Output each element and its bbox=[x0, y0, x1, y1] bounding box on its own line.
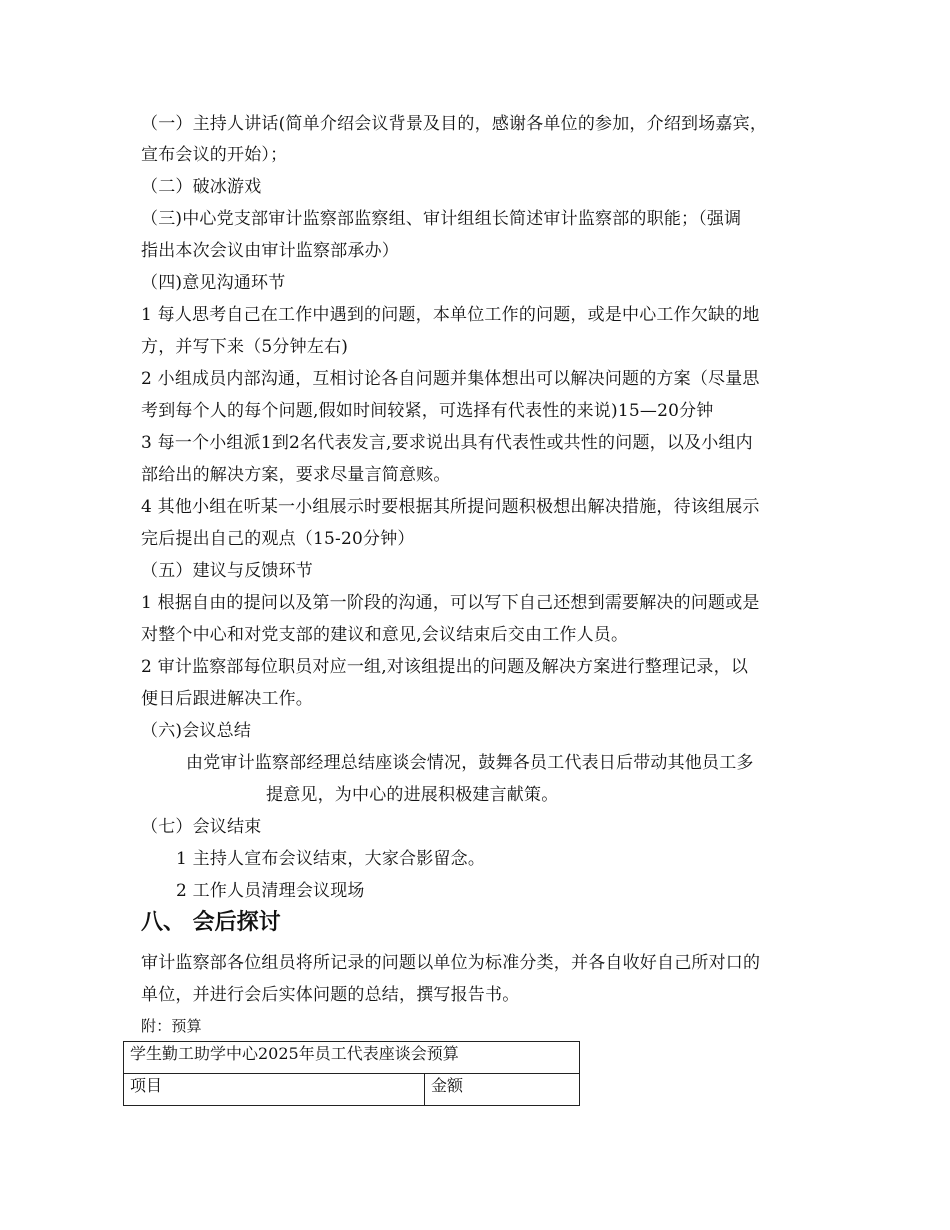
agenda-item-4-step-4-line-1: 4 其他小组在听某一小组展示时要根据其所提问题积极想出解决措施，待该组展示 bbox=[141, 497, 760, 517]
agenda-item-5-step-2-line-2: 便日后跟进解决工作。 bbox=[141, 689, 313, 709]
agenda-item-4-title: （四)意见沟通环节 bbox=[141, 273, 286, 293]
agenda-item-4-step-2-line-1: 2 小组成员内部沟通，互相讨论各自问题并集体想出可以解决问题的方案（尽量思 bbox=[141, 369, 760, 389]
agenda-item-2: （二）破冰游戏 bbox=[141, 177, 262, 197]
section-8-body-line-2: 单位，并进行会后实体问题的总结，撰写报告书。 bbox=[141, 985, 520, 1005]
budget-column-amount: 金额 bbox=[425, 1074, 580, 1106]
budget-table-header-row bbox=[124, 1074, 580, 1106]
agenda-item-5-step-1-line-2: 对整个中心和对党支部的建议和意见,会议结束后交由工作人员。 bbox=[141, 625, 629, 645]
agenda-item-5-step-2-line-1: 2 审计监察部每位职员对应一组,对该组提出的问题及解决方案进行整理记录，以 bbox=[141, 657, 749, 677]
agenda-item-4-step-2-line-2: 考到每个人的每个问题,假如时间较紧，可选择有代表性的来说)15—20分钟 bbox=[141, 401, 714, 421]
agenda-item-5-step-1-line-1: 1 根据自由的提问以及第一阶段的沟通，可以写下自己还想到需要解决的问题或是 bbox=[141, 593, 760, 613]
agenda-item-6-title: （六)会议总结 bbox=[141, 721, 252, 741]
section-8-heading: 八、 会后探讨 bbox=[141, 910, 281, 935]
agenda-item-4-step-3-line-1: 3 每一个小组派1到2名代表发言,要求说出具有代表性或共性的问题，以及小组内 bbox=[141, 433, 753, 453]
agenda-item-6-summary-line-1: 由党审计监察部经理总结座谈会情况，鼓舞各员工代表日后带动其他员工多 bbox=[186, 753, 754, 773]
agenda-item-7-step-2: 2 工作人员清理会议现场 bbox=[176, 881, 365, 901]
budget-table-title: 学生勤工助学中心2025年员工代表座谈会预算 bbox=[124, 1042, 580, 1074]
agenda-item-4-step-4-line-2: 完后提出自己的观点（15-20分钟） bbox=[141, 529, 415, 549]
agenda-item-4-step-1-line-2: 方，并写下来（5分钟左右) bbox=[141, 337, 349, 357]
agenda-item-6-summary-line-2: 提意见，为中心的进展积极建言献策。 bbox=[266, 785, 559, 805]
budget-table bbox=[123, 1041, 580, 1106]
agenda-item-4-step-1-line-1: 1 每人思考自己在工作中遇到的问题，本单位工作的问题，或是中心工作欠缺的地 bbox=[141, 305, 760, 325]
section-8-body-line-1: 审计监察部各位组员将所记录的问题以单位为标准分类，并各自收好自己所对口的 bbox=[141, 953, 761, 973]
agenda-item-7-title: （七）会议结束 bbox=[141, 817, 262, 837]
agenda-item-3-line-1: （三)中心党支部审计监察部监察组、审计组组长简述审计监察部的职能；（强调 bbox=[141, 209, 742, 229]
appendix-label: 附：预算 bbox=[141, 1017, 202, 1035]
agenda-item-3-line-2: 指出本次会议由审计监察部承办） bbox=[141, 241, 399, 261]
agenda-item-1-line-2: 宣布会议的开始）； bbox=[141, 145, 288, 165]
agenda-item-1-line-1: （一）主持人讲话(简单介绍会议背景及目的，感谢各单位的参加，介绍到场嘉宾， bbox=[141, 114, 768, 134]
budget-table-title-row bbox=[124, 1042, 580, 1074]
agenda-item-5-title: （五）建议与反馈环节 bbox=[141, 561, 313, 581]
budget-column-item: 项目 bbox=[124, 1074, 425, 1106]
agenda-item-4-step-3-line-2: 部给出的解决方案，要求尽量言简意赅。 bbox=[141, 465, 451, 485]
agenda-item-7-step-1: 1 主持人宣布会议结束，大家合影留念。 bbox=[176, 849, 486, 869]
